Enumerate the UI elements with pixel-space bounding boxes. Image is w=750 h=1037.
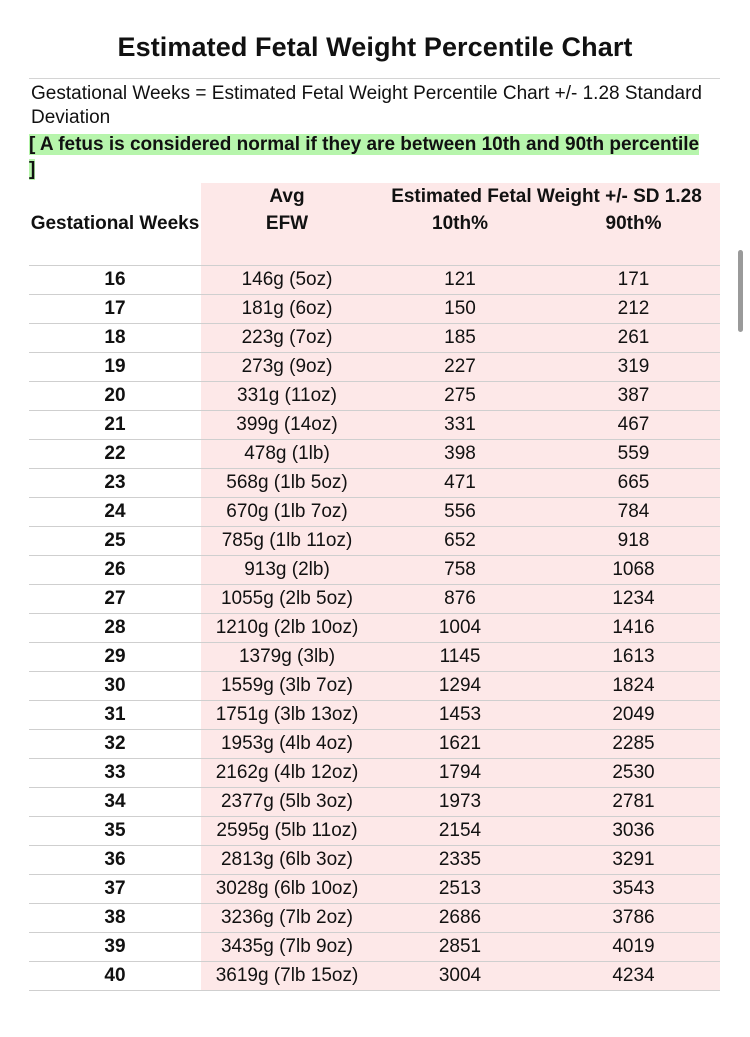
percentile-90-cell: 784 <box>547 497 720 526</box>
avg-efw-cell: 670g (1lb 7oz) <box>201 497 373 526</box>
percentile-10-cell: 275 <box>373 381 547 410</box>
avg-efw-cell: 1210g (2lb 10oz) <box>201 613 373 642</box>
avg-efw-cell: 273g (9oz) <box>201 352 373 381</box>
week-cell: 32 <box>29 729 201 758</box>
percentile-10-cell: 1973 <box>373 787 547 816</box>
avg-efw-cell: 913g (2lb) <box>201 555 373 584</box>
normal-range-note-text: [ A fetus is considered normal if they are between 10th and 90th percentile ] <box>29 134 700 180</box>
percentile-90-cell: 2285 <box>547 729 720 758</box>
week-cell: 23 <box>29 468 201 497</box>
avg-efw-cell: 1055g (2lb 5oz) <box>201 584 373 613</box>
percentile-10-cell: 3004 <box>373 961 547 990</box>
percentile-90-cell: 261 <box>547 323 720 352</box>
percentile-90-cell: 1234 <box>547 584 720 613</box>
avg-efw-cell: 1379g (3lb) <box>201 642 373 671</box>
table-row <box>29 526 720 555</box>
percentile-10-cell: 2513 <box>373 874 547 903</box>
percentile-90-cell: 3291 <box>547 845 720 874</box>
percentile-90-cell: 212 <box>547 294 720 323</box>
percentile-10-cell: 1621 <box>373 729 547 758</box>
percentile-10-cell: 471 <box>373 468 547 497</box>
table-row <box>29 468 720 497</box>
percentile-90-cell: 1068 <box>547 555 720 584</box>
table-row <box>29 787 720 816</box>
week-cell: 21 <box>29 410 201 439</box>
header-90th-percentile: 90th% <box>547 211 720 265</box>
percentile-10-cell: 227 <box>373 352 547 381</box>
week-cell: 25 <box>29 526 201 555</box>
table-row <box>29 961 720 990</box>
header-avg-top: Avg <box>201 183 373 211</box>
header-sd: Estimated Fetal Weight +/- SD 1.28 <box>373 183 720 211</box>
percentile-90-cell: 319 <box>547 352 720 381</box>
table-row <box>29 758 720 787</box>
table-row <box>29 845 720 874</box>
avg-efw-cell: 1559g (3lb 7oz) <box>201 671 373 700</box>
avg-efw-cell: 3619g (7lb 15oz) <box>201 961 373 990</box>
avg-efw-cell: 2162g (4lb 12oz) <box>201 758 373 787</box>
percentile-10-cell: 2154 <box>373 816 547 845</box>
avg-efw-cell: 181g (6oz) <box>201 294 373 323</box>
week-cell: 16 <box>29 265 201 294</box>
normal-range-note <box>29 132 709 182</box>
week-cell: 24 <box>29 497 201 526</box>
week-cell: 36 <box>29 845 201 874</box>
percentile-10-cell: 121 <box>373 265 547 294</box>
percentile-90-cell: 171 <box>547 265 720 294</box>
table-row <box>29 294 720 323</box>
header-10th-percentile: 10th% <box>373 211 547 265</box>
percentile-10-cell: 185 <box>373 323 547 352</box>
table-body <box>29 265 720 990</box>
week-cell: 22 <box>29 439 201 468</box>
avg-efw-cell: 399g (14oz) <box>201 410 373 439</box>
percentile-10-cell: 556 <box>373 497 547 526</box>
week-cell: 37 <box>29 874 201 903</box>
percentile-90-cell: 665 <box>547 468 720 497</box>
week-cell: 17 <box>29 294 201 323</box>
table-row <box>29 584 720 613</box>
table-header-row-top <box>29 183 720 211</box>
percentile-90-cell: 559 <box>547 439 720 468</box>
week-cell: 26 <box>29 555 201 584</box>
percentile-90-cell: 1613 <box>547 642 720 671</box>
table-header-row-bottom <box>29 211 720 265</box>
week-cell: 33 <box>29 758 201 787</box>
percentile-10-cell: 398 <box>373 439 547 468</box>
intro-text: Gestational Weeks = Estimated Fetal Weight Percentile Chart +/- 1.28 Standard Deviation <box>31 83 702 128</box>
percentile-10-cell: 2686 <box>373 903 547 932</box>
header-weeks-top-empty <box>29 183 201 211</box>
percentile-90-cell: 467 <box>547 410 720 439</box>
percentile-90-cell: 918 <box>547 526 720 555</box>
table-row <box>29 613 720 642</box>
percentile-10-cell: 331 <box>373 410 547 439</box>
percentile-90-cell: 3543 <box>547 874 720 903</box>
fetal-weight-table <box>29 183 720 991</box>
avg-efw-cell: 2377g (5lb 3oz) <box>201 787 373 816</box>
table-row <box>29 932 720 961</box>
percentile-10-cell: 1453 <box>373 700 547 729</box>
title-divider <box>29 78 720 79</box>
percentile-10-cell: 2851 <box>373 932 547 961</box>
percentile-90-cell: 2530 <box>547 758 720 787</box>
table-row <box>29 265 720 294</box>
week-cell: 18 <box>29 323 201 352</box>
week-cell: 31 <box>29 700 201 729</box>
avg-efw-cell: 2813g (6lb 3oz) <box>201 845 373 874</box>
week-cell: 34 <box>29 787 201 816</box>
week-cell: 35 <box>29 816 201 845</box>
percentile-10-cell: 876 <box>373 584 547 613</box>
avg-efw-cell: 478g (1lb) <box>201 439 373 468</box>
table-row <box>29 439 720 468</box>
avg-efw-cell: 331g (11oz) <box>201 381 373 410</box>
percentile-10-cell: 1294 <box>373 671 547 700</box>
table-row <box>29 352 720 381</box>
table-row <box>29 555 720 584</box>
percentile-10-cell: 2335 <box>373 845 547 874</box>
week-cell: 29 <box>29 642 201 671</box>
avg-efw-cell: 3236g (7lb 2oz) <box>201 903 373 932</box>
table-row <box>29 700 720 729</box>
header-weeks: Gestational Weeks <box>29 211 201 265</box>
week-cell: 38 <box>29 903 201 932</box>
week-cell: 20 <box>29 381 201 410</box>
table-row <box>29 497 720 526</box>
week-cell: 19 <box>29 352 201 381</box>
table-row <box>29 671 720 700</box>
percentile-90-cell: 2049 <box>547 700 720 729</box>
percentile-10-cell: 652 <box>373 526 547 555</box>
avg-efw-cell: 568g (1lb 5oz) <box>201 468 373 497</box>
percentile-10-cell: 1145 <box>373 642 547 671</box>
percentile-90-cell: 4019 <box>547 932 720 961</box>
table-row <box>29 323 720 352</box>
avg-efw-cell: 2595g (5lb 11oz) <box>201 816 373 845</box>
percentile-90-cell: 2781 <box>547 787 720 816</box>
percentile-90-cell: 1824 <box>547 671 720 700</box>
avg-efw-cell: 1751g (3lb 13oz) <box>201 700 373 729</box>
vertical-scrollbar[interactable] <box>738 250 743 332</box>
avg-efw-cell: 1953g (4lb 4oz) <box>201 729 373 758</box>
percentile-10-cell: 1004 <box>373 613 547 642</box>
percentile-10-cell: 758 <box>373 555 547 584</box>
percentile-90-cell: 1416 <box>547 613 720 642</box>
table-row <box>29 642 720 671</box>
avg-efw-cell: 3028g (6lb 10oz) <box>201 874 373 903</box>
page-title: Estimated Fetal Weight Percentile Chart <box>117 32 633 62</box>
week-cell: 39 <box>29 932 201 961</box>
percentile-90-cell: 3786 <box>547 903 720 932</box>
avg-efw-cell: 785g (1lb 11oz) <box>201 526 373 555</box>
avg-efw-cell: 3435g (7lb 9oz) <box>201 932 373 961</box>
percentile-10-cell: 1794 <box>373 758 547 787</box>
percentile-90-cell: 4234 <box>547 961 720 990</box>
week-cell: 30 <box>29 671 201 700</box>
percentile-10-cell: 150 <box>373 294 547 323</box>
week-cell: 28 <box>29 613 201 642</box>
week-cell: 40 <box>29 961 201 990</box>
table-row <box>29 410 720 439</box>
avg-efw-cell: 223g (7oz) <box>201 323 373 352</box>
table-row <box>29 903 720 932</box>
header-avg-efw: EFW <box>201 211 373 265</box>
table-row <box>29 874 720 903</box>
table-row <box>29 816 720 845</box>
table-row <box>29 381 720 410</box>
percentile-90-cell: 3036 <box>547 816 720 845</box>
avg-efw-cell: 146g (5oz) <box>201 265 373 294</box>
week-cell: 27 <box>29 584 201 613</box>
percentile-90-cell: 387 <box>547 381 720 410</box>
table-row <box>29 729 720 758</box>
